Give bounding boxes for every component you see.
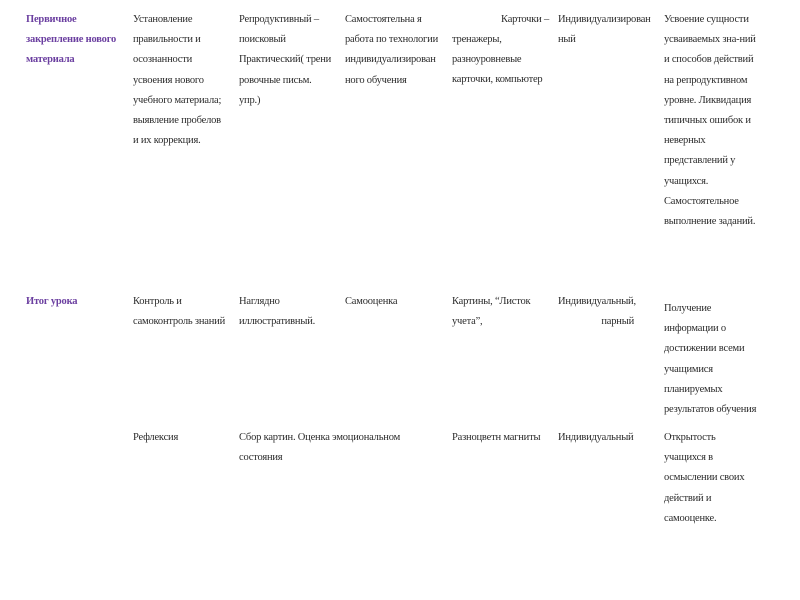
result-cell: Получение информации о достижении всеми учащимися планируемых результатов обучения bbox=[664, 303, 757, 416]
methods-cell: Сбор картин. Оценка эмоциональном состояния bbox=[239, 432, 401, 464]
result-cell: Усвоение сущности усваиваемых зна-ний и способов действий на репродуктивном уровне. Ликвидация типичных ошибок и неверных представлений у учащихся. Самостоятельное выполнение заданий. bbox=[664, 14, 756, 228]
means-cell: Картины, “Листок учета”, bbox=[452, 296, 531, 328]
methods-cell: Наглядно иллюстративный. bbox=[239, 296, 316, 328]
methods-cell: Репродуктивный – поисковый Практический( трени ровочные письм. упр.) bbox=[239, 14, 332, 106]
goal-cell: Рефлексия bbox=[133, 432, 179, 443]
goal-cell: Установление правильности и осознанности усвоения нового учебного материала; выявление пробелов и их коррекция. bbox=[133, 14, 222, 147]
activity-cell: Самооценка bbox=[345, 296, 398, 307]
means-cell: Разноцветн магниты bbox=[452, 432, 541, 443]
activity-cell: Самостоятельна я работа по технологии индивидуализирован ного обучения bbox=[345, 14, 438, 86]
stage-cell: Первичное закрепление нового материала bbox=[26, 14, 117, 66]
means-rest: тренажеры, разноуровневые карточки, компьютер bbox=[452, 34, 543, 86]
means-cell-line1 bbox=[452, 10, 549, 30]
stage-cell: Итог урока bbox=[26, 296, 78, 307]
form-cell: Индивидуальный bbox=[558, 432, 634, 443]
goal-cell: Контроль и самоконтроль знаний bbox=[133, 296, 225, 328]
form-cell-line2: парный bbox=[601, 316, 634, 327]
form-cell: Индивидуализирован ный bbox=[558, 14, 651, 46]
form-cell-line1: Индивидуальный, bbox=[558, 296, 636, 307]
means-cell bbox=[452, 30, 557, 91]
means-first-line: Карточки – bbox=[501, 14, 549, 25]
result-cell: Открытость учащихся в осмыслении своих действий и самооценке. bbox=[664, 432, 745, 524]
